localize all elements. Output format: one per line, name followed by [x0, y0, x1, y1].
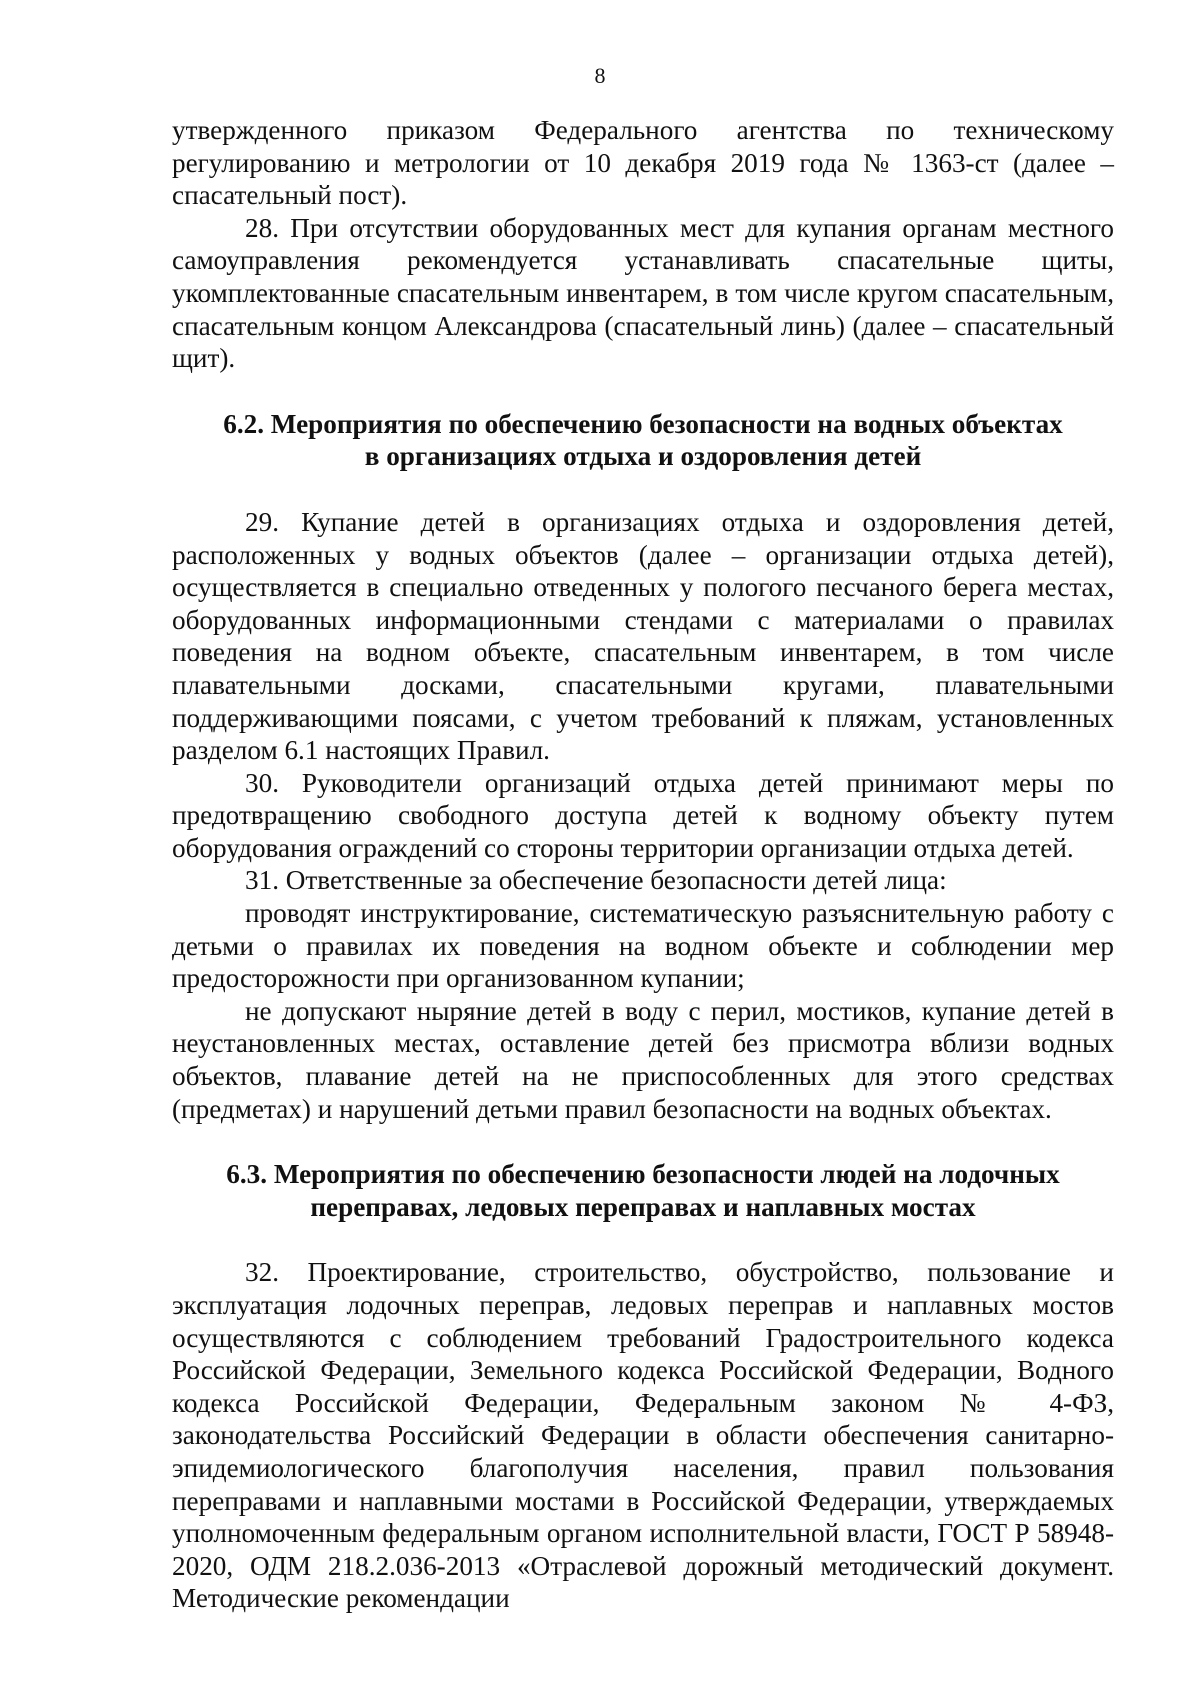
paragraph-32: 32. Проектирование, строительство, обустройство, пользование и эксплуатация лодочных переправ, ледовых переправ и наплавных мостов осуществляются с соблюдением требований Градостроительного кодекса Российской Федерации, Земельного кодекса Российской Федерации, Водного кодекса Российской Федерации, Федеральным законом № 4-ФЗ, законодательства Российский Федерации в области обеспечения санитарно-эпидемиологического благополучия населения, правил пользования переправами и наплавными мостами в Российской Федерации, утверждаемых уполномоченным федеральным органом исполнительной власти, ГОСТ Р 58948-2020, ОДМ 218.2.036-2013 «Отраслевой дорожный методический документ. Методические рекомендации: [172, 1257, 1114, 1614]
section-6-3-heading: [172, 1158, 1114, 1223]
spacer: [172, 1125, 1114, 1158]
section-6-2-heading-line2: в организациях отдыха и оздоровления детей: [364, 441, 922, 472]
section-6-3-heading-line2: переправах, ледовых переправах и наплавных мостах: [310, 1191, 976, 1222]
paragraph-30: 30. Руководители организаций отдыха детей принимают меры по предотвращению свободного доступа детей к водному объекту путем оборудования ограждений со стороны территории организации отдыха детей.: [172, 767, 1114, 863]
page-number: 8: [594, 63, 606, 88]
document-body: [172, 114, 1114, 1615]
spacer: [172, 473, 1114, 506]
section-6-2-heading-line1: 6.2. Мероприятия по обеспечению безопасности на водных объектах: [223, 408, 1063, 439]
paragraph-29: 29. Купание детей в организациях отдыха и оздоровления детей, расположенных у водных объектов (далее – организации отдыха детей), осуществляется в специально отведенных у пологого песчаного берега местах, оборудованных информационными стендами с материалами о правилах поведения на водном объекте, спасательным инвентарем, в том числе плавательными досками, спасательными кругами, плавательными поддерживающими поясами, с учетом требований к пляжам, установленных разделом 6.1 настоящих Правил.: [172, 506, 1114, 766]
paragraph-31: 31. Ответственные за обеспечение безопасности детей лица:: [245, 865, 947, 896]
paragraph-31-item-2: не допускают ныряние детей в воду с перил, мостиков, купание детей в неустановленных местах, оставление детей без присмотра вблизи водных объектов, плавание детей на не приспособленных для этого средствах (предметах) и нарушений детьми правил безопасности на водных объектах.: [172, 995, 1114, 1124]
spacer: [172, 375, 1114, 408]
paragraph-28: 28. При отсутствии оборудованных мест для купания органам местного самоуправления рекомендуется устанавливать спасательные щиты, укомплектованные спасательным инвентарем, в том числе кругом спасательным, спасательным концом Александрова (спасательный линь) (далее – спасательный щит).: [172, 212, 1114, 374]
section-6-2-heading: [172, 408, 1114, 473]
paragraph-31-item-1: проводят инструктирование, систематическую разъяснительную работу с детьми о правилах их поведения на водном объекте и соблюдении мер предосторожности при организованном купании;: [172, 898, 1114, 994]
spacer: [172, 1223, 1114, 1256]
section-6-3-heading-line1: 6.3. Мероприятия по обеспечению безопасности людей на лодочных: [226, 1159, 1060, 1190]
paragraph-continuation: утвержденного приказом Федерального агентства по техническому регулированию и метрологии от 10 декабря 2019 года № 1363-ст (далее – спасательный пост).: [172, 115, 1114, 211]
